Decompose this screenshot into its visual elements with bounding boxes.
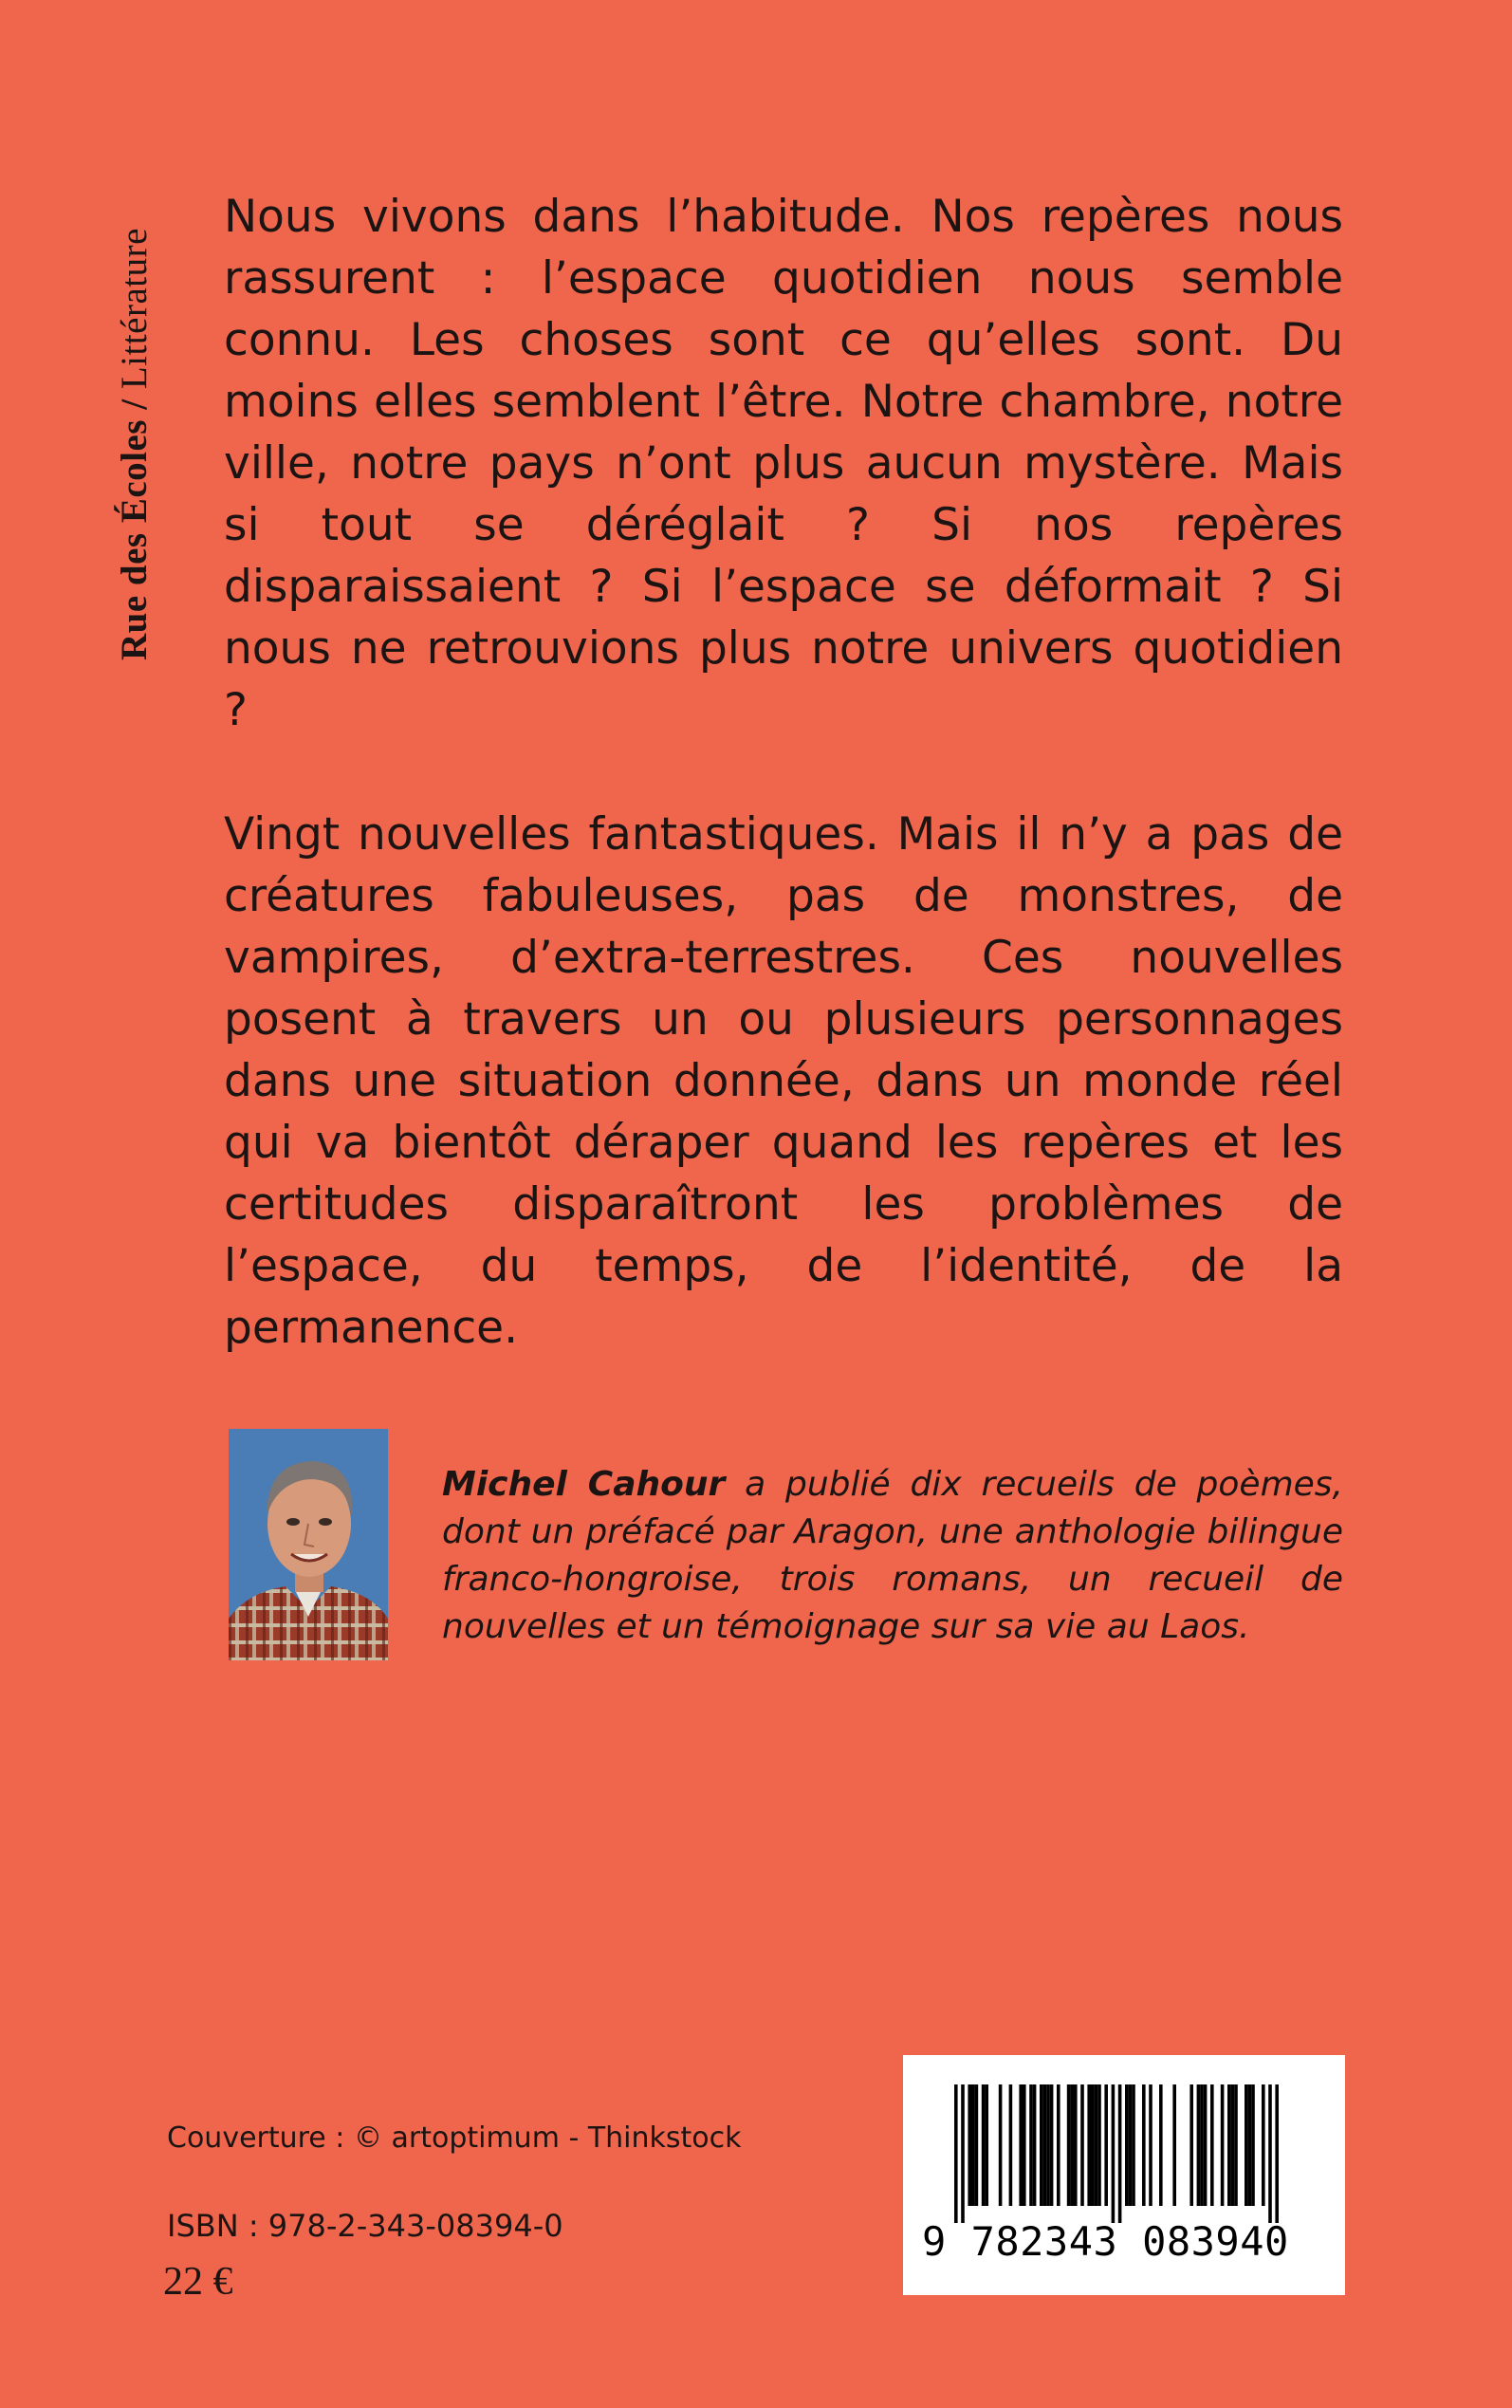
- barcode-bar: [982, 2084, 986, 2206]
- barcode-bar: [1023, 2084, 1026, 2206]
- barcode-bar: [1070, 2084, 1074, 2206]
- barcode-bar: [968, 2084, 971, 2206]
- barcode-bar: [1019, 2084, 1023, 2206]
- barcode-bar: [1251, 2084, 1255, 2206]
- barcode-bar: [1050, 2084, 1054, 2206]
- barcode-bar: [1091, 2084, 1095, 2206]
- barcode-bar: [1204, 2084, 1208, 2206]
- barcode-digits: 9 782343 083940: [922, 2218, 1289, 2265]
- author-bio: [442, 1461, 1343, 1651]
- barcode-bar: [1245, 2084, 1248, 2206]
- barcode-bar: [1095, 2084, 1098, 2206]
- series-name: Rue des Écoles: [114, 419, 155, 660]
- barcode-bar: [1172, 2084, 1176, 2206]
- blurb-paragraph-1: Nous vivons dans l’habitude. Nos repères nous rassurent : l’espace quotidien nous semble connu. Les choses sont ce qu’elles sont. Du moins elles semblent l’être. Notre chambre, notre ville, notre pays n’ont plus aucun mystère. Mais si tout se déréglait ? Si nos repères disparaissaient ? Si l’espace se déformait ? Si nous ne retrouvions plus notre univers quotidien ?: [224, 191, 1343, 736]
- barcode-bar: [1074, 2084, 1078, 2206]
- cover-credit: Couverture : © artoptimum - Thinkstock: [167, 2121, 742, 2155]
- barcode-guard-bar: [961, 2084, 965, 2223]
- collection-name: Littérature: [114, 228, 155, 390]
- barcode-bar: [975, 2084, 979, 2206]
- barcode-bar: [1046, 2084, 1050, 2206]
- barcode-bar: [1221, 2084, 1225, 2206]
- author-photo: [229, 1429, 388, 1660]
- barcode-bar: [1097, 2084, 1101, 2206]
- barcode-guard-bar: [954, 2084, 958, 2223]
- barcode-guard-bar: [1268, 2084, 1272, 2223]
- barcode-guard-bar: [1275, 2084, 1279, 2223]
- back-cover-blurb: [224, 186, 1343, 1359]
- barcode-bar: [1189, 2084, 1193, 2206]
- series-separator: /: [114, 389, 155, 419]
- barcode-bar: [1227, 2084, 1231, 2206]
- barcode-bar: [1248, 2084, 1252, 2206]
- barcode-bar: [1040, 2084, 1043, 2206]
- isbn-line: ISBN : 978-2-343-08394-0: [167, 2208, 563, 2244]
- barcode-bar: [1210, 2084, 1214, 2206]
- barcode-bar: [1197, 2084, 1201, 2206]
- barcode-box: [903, 2055, 1345, 2295]
- barcode-bar: [1262, 2084, 1265, 2206]
- author-bio-text: a publié dix recueils de poèmes, dont un préfacé par Aragon, une anthologie bilingue franco-hongroise, trois romans, un recueil de nouvelles et un témoignage sur sa vie au Laos.: [442, 1465, 1343, 1646]
- blurb-paragraph-2: Vingt nouvelles fantastiques. Mais il n’y a pas de créatures fabuleuses, pas de monstres, de vampires, d’extra-terrestres. Ces nouvelles posent à travers un ou plusieurs personnages dans une situation donnée, dans un monde réel qui va bientôt déraper quand les repères et les certitudes disparaîtront les problèmes de l’espace, du temps, de l’identité, de la permanence.: [224, 808, 1343, 1354]
- barcode-bar: [1234, 2084, 1238, 2206]
- barcode-bars: [954, 2084, 1315, 2227]
- barcode-bar: [1029, 2084, 1033, 2206]
- barcode-bar: [1087, 2084, 1091, 2206]
- barcode-bar: [1009, 2084, 1013, 2206]
- barcode-bar: [1149, 2084, 1152, 2206]
- barcode-bar: [1231, 2084, 1235, 2206]
- barcode-bar: [1104, 2084, 1108, 2206]
- barcode-bar: [1129, 2084, 1133, 2206]
- author-name: Michel Cahour: [442, 1465, 726, 1504]
- barcode-bar: [1142, 2084, 1146, 2206]
- barcode-bar: [985, 2084, 988, 2206]
- barcode-bar: [971, 2084, 975, 2206]
- price: 22 €: [163, 2260, 233, 2304]
- author-portrait-image: [229, 1429, 388, 1660]
- barcode-bar: [1125, 2084, 1129, 2206]
- barcode-bar: [1067, 2084, 1071, 2206]
- barcode-bar: [1200, 2084, 1204, 2206]
- barcode-bar: [1043, 2084, 1047, 2206]
- barcode-bar: [1132, 2084, 1135, 2206]
- barcode-bar: [1080, 2084, 1084, 2206]
- spine-series-label: [113, 114, 156, 660]
- barcode-bar: [1033, 2084, 1037, 2206]
- barcode-bar: [999, 2084, 1003, 2206]
- barcode-bar: [1057, 2084, 1060, 2206]
- barcode-guard-bar: [1118, 2084, 1122, 2223]
- barcode-guard-bar: [1112, 2084, 1116, 2223]
- barcode-bar: [1159, 2084, 1163, 2206]
